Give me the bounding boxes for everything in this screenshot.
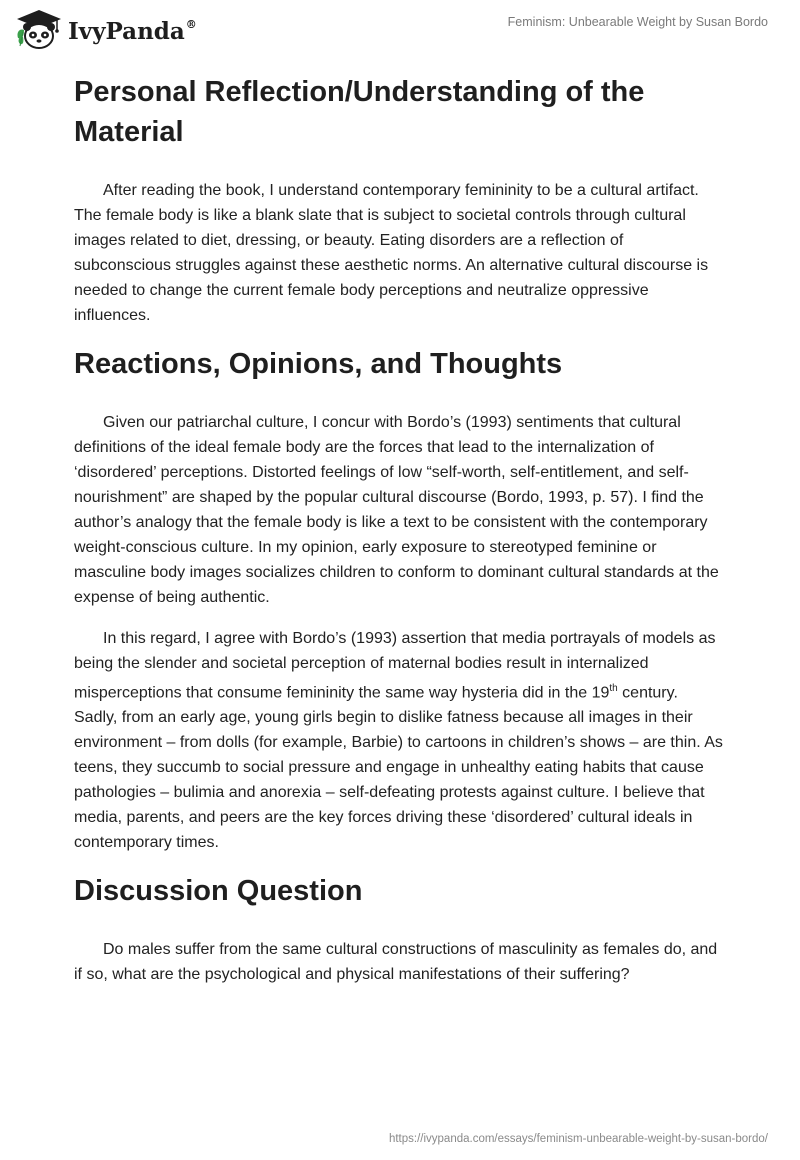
essay-content <box>74 72 724 1003</box>
panda-graduate-icon <box>14 8 64 50</box>
brand-name: IvyPanda® <box>68 17 197 45</box>
ivypanda-logo[interactable] <box>14 8 197 50</box>
section-heading: Reactions, Opinions, and Thoughts <box>74 348 563 380</box>
paragraph: After reading the book, I understand contemporary femininity to be a cultural artifact. The female body is like a blank slate that is subject to societal controls through cultural images related to diet, dressing, or beauty. Eating disorders are a reflection of subconscious struggles against these aesthetic norms. An alternative cultural discourse is needed to change the current female body perceptions and neutralize oppressive influences. <box>74 182 709 324</box>
document-title: Feminism: Unbearable Weight by Susan Bordo <box>507 15 768 29</box>
section-heading: Discussion Question <box>74 875 363 908</box>
page-header <box>0 0 800 64</box>
paragraph: Do males suffer from the same cultural constructions of masculinity as females do, and if so, what are the psychological and physical manifestations of their suffering? <box>74 941 718 984</box>
source-url-link[interactable]: https://ivypanda.com/essays/feminism-unbearable-weight-by-susan-bordo/ <box>388 1133 768 1145</box>
paragraph: In this regard, I agree with Bordo’s (1993) assertion that media portrayals of models as being the slender and societal perception of maternal bodies result in internalized misperceptions that consume femininity the same way hysteria did in the 19th century. Sadly, from an early age, young girls begin to dislike fatness because all images in their environment – from dolls (for example, Barbie) to cartoons in children’s shows – are thin. As teens, they succumb to social pressure and engage in unhealthy eating habits that cause pathologies – bulimia and anorexia – self-defeating protests against culture. I believe that media, parents, and peers are the key forces driving these ‘disordered’ cultural ideals in contemporary times. <box>74 630 723 852</box>
paragraph: Given our patriarchal culture, I concur with Bordo’s (1993) sentiments that cultural definitions of the ideal female body are the forces that lead to the internalization of ‘disordered’ perceptions. Distorted feelings of low “self-worth, self-entitlement, and self-nourishment” are shaped by the popular cultural discourse (Bordo, 1993, p. 57). I find the author’s analogy that the female body is like a text to be consistent with the contemporary weight-conscious culture. In my opinion, early exposure to stereotyped feminine or masculine body images socializes children to conform to dominant cultural standards at the expense of being authentic. <box>74 414 719 606</box>
section-heading: Personal Reflection/Understanding of the Material <box>74 76 645 148</box>
